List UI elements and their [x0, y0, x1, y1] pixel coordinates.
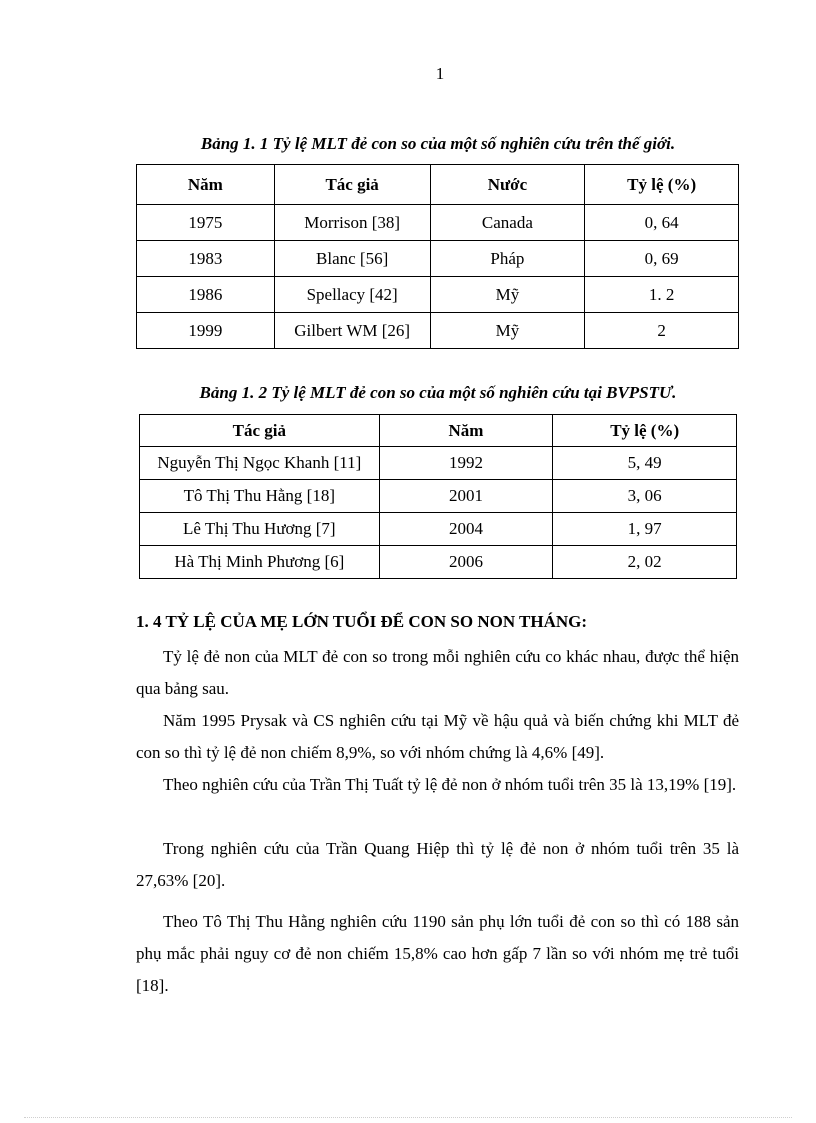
table2-caption: Bảng 1. 2 Tỷ lệ MLT đẻ con so của một số nghiên cứu tại BVPSTƯ.	[199, 383, 677, 402]
table-row	[137, 205, 739, 241]
table2-header-row	[140, 415, 737, 447]
table2-header-cell: Năm	[379, 415, 553, 447]
table-cell: Lê Thị Thu Hương [7]	[140, 513, 380, 546]
table-cell: 1999	[137, 313, 275, 349]
table1-header-cell: Nước	[430, 165, 585, 205]
table-row	[137, 277, 739, 313]
table2-header-cell: Tác giả	[140, 415, 380, 447]
page-bottom-divider	[24, 1117, 792, 1118]
table1-header-cell: Năm	[137, 165, 275, 205]
table-cell: Hà Thị Minh Phương [6]	[140, 546, 380, 579]
table-row	[140, 447, 737, 480]
table-cell: Nguyễn Thị Ngọc Khanh [11]	[140, 447, 380, 480]
table-cell: Morrison [38]	[274, 205, 430, 241]
body-paragraph: Năm 1995 Prysak và CS nghiên cứu tại Mỹ về hậu quả và biến chứng khi MLT đẻ con so thì tỷ lệ đẻ non chiếm 8,9%, so với nhóm chứng là 4,6% [49].	[136, 711, 739, 762]
table-cell: Pháp	[430, 241, 585, 277]
table-cell: Spellacy [42]	[274, 277, 430, 313]
table1-header-cell: Tỷ lệ (%)	[585, 165, 739, 205]
body-paragraph: Theo Tô Thị Thu Hằng nghiên cứu 1190 sản phụ lớn tuổi đẻ con so thì có 188 sản phụ mắc phải nguy cơ đẻ non chiếm 15,8% cao hơn gấp 7 lần so với nhóm mẹ trẻ tuổi [18].	[136, 912, 739, 995]
table-cell: 2006	[379, 546, 553, 579]
table2	[139, 414, 737, 579]
table-cell: 1986	[137, 277, 275, 313]
table-cell: 2004	[379, 513, 553, 546]
table-row	[137, 313, 739, 349]
page-number: 1	[435, 64, 445, 83]
table-cell: 0, 69	[585, 241, 739, 277]
table1-header-cell: Tác giả	[274, 165, 430, 205]
table1-header-row	[137, 165, 739, 205]
section-heading: 1. 4 TỶ LỆ CỦA MẸ LỚN TUỔI ĐỂ CON SO NON THÁNG:	[136, 612, 588, 631]
table-cell: 1. 2	[585, 277, 739, 313]
body-paragraph: Trong nghiên cứu của Trần Quang Hiệp thì tỷ lệ đẻ non ở nhóm tuổi trên 35 là 27,63% [20].	[136, 839, 739, 890]
table-cell: 1975	[137, 205, 275, 241]
table-cell: 3, 06	[553, 480, 737, 513]
table-row	[140, 546, 737, 579]
table-cell: 1983	[137, 241, 275, 277]
table2-header-cell: Tỷ lệ (%)	[553, 415, 737, 447]
table-cell: Gilbert WM [26]	[274, 313, 430, 349]
table-cell: 2, 02	[553, 546, 737, 579]
table-cell: 5, 49	[553, 447, 737, 480]
table-cell: Mỹ	[430, 277, 585, 313]
table-row	[140, 513, 737, 546]
body-paragraph: Theo nghiên cứu của Trần Thị Tuất tỷ lệ đẻ non ở nhóm tuổi trên 35 là 13,19% [19].	[163, 775, 737, 794]
table-row	[137, 241, 739, 277]
table-cell: Blanc [56]	[274, 241, 430, 277]
table-cell: Canada	[430, 205, 585, 241]
table-cell: 1992	[379, 447, 553, 480]
table-cell: 2	[585, 313, 739, 349]
table-cell: Tô Thị Thu Hằng [18]	[140, 480, 380, 513]
table-cell: 0, 64	[585, 205, 739, 241]
table1	[136, 164, 739, 349]
table-row	[140, 480, 737, 513]
table-cell: 1, 97	[553, 513, 737, 546]
table1-caption: Bảng 1. 1 Tỷ lệ MLT đẻ con so của một số nghiên cứu trên thế giới.	[200, 134, 676, 153]
body-paragraph: Tỷ lệ đẻ non của MLT đẻ con so trong mỗi nghiên cứu co khác nhau, được thể hiện qua bảng sau.	[136, 647, 739, 698]
table-cell: 2001	[379, 480, 553, 513]
table-cell: Mỹ	[430, 313, 585, 349]
